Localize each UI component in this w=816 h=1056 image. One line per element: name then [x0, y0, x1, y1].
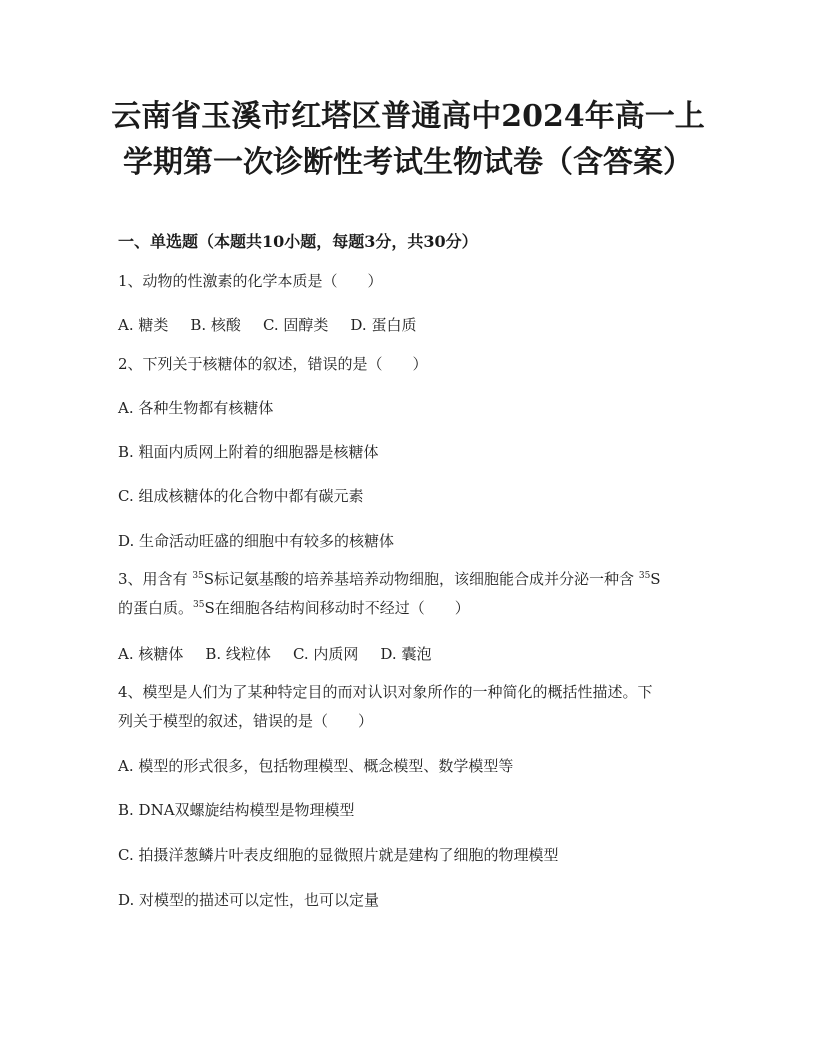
question-2-option-d: D. 生命活动旺盛的细胞中有较多的核糖体 — [118, 532, 395, 550]
question-3-stem-line-2 — [118, 597, 470, 619]
question-4-stem-line-1: 4、模型是人们为了某种特定目的而对认识对象所作的一种简化的概括性描述。下 — [118, 683, 653, 701]
isotope-mass-number: 35 — [192, 571, 204, 581]
section-heading: 一、单选题（本题共10小题，每题3分，共30分） — [118, 232, 478, 251]
question-2-option-c: C. 组成核糖体的化合物中都有碳元素 — [118, 487, 364, 505]
question-4-stem-line-2: 列关于模型的叙述，错误的是（ ） — [118, 712, 374, 730]
question-3-option-c: C. 内质网 — [292, 645, 359, 663]
question-1-option-c: C. 固醇类 — [262, 316, 329, 334]
question-3-option-b: B. 线粒体 — [205, 645, 271, 663]
question-1-options — [118, 314, 416, 336]
question-1-stem: 1、动物的性激素的化学本质是（ ） — [118, 272, 383, 290]
question-3-text-5: S在细胞各结构间移动时不经过（ ） — [204, 599, 470, 617]
document-title-line-2: 学期第一次诊断性考试生物试卷（含答案） — [123, 145, 693, 180]
question-3-options — [118, 643, 431, 665]
isotope-mass-number: 35 — [638, 571, 651, 581]
question-4-option-b: B. DNA双螺旋结构模型是物理模型 — [118, 801, 355, 819]
document-title-line-1: 云南省玉溪市红塔区普通高中2024年高一上 — [111, 99, 705, 134]
question-2-option-b: B. 粗面内质网上附着的细胞器是核糖体 — [118, 443, 379, 461]
question-1-option-a: A. 糖类 — [118, 316, 169, 334]
question-4-option-a: A. 模型的形式很多，包括物理模型、概念模型、数学模型等 — [118, 757, 514, 775]
question-3-text-4: 的蛋白质。 — [118, 599, 194, 617]
question-3-text-1: 3、用含有 — [118, 570, 188, 588]
isotope-mass-number: 35 — [193, 600, 205, 610]
question-2-stem: 2、下列关于核糖体的叙述，错误的是（ ） — [118, 355, 428, 373]
question-3-option-d: D. 囊泡 — [380, 645, 432, 663]
question-1-option-d: D. 蛋白质 — [350, 316, 417, 334]
question-4-option-c: C. 拍摄洋葱鳞片叶表皮细胞的显微照片就是建构了细胞的物理模型 — [118, 846, 559, 864]
question-4-option-d: D. 对模型的描述可以定性，也可以定量 — [118, 891, 380, 909]
question-2-option-a: A. 各种生物都有核糖体 — [118, 399, 274, 417]
question-3-option-a: A. 核糖体 — [118, 645, 184, 663]
question-1-option-b: B. 核酸 — [190, 316, 241, 334]
question-3-text-3: S — [650, 570, 661, 588]
question-3-stem-line-1 — [118, 568, 661, 590]
question-3-text-2: S标记氨基酸的培养基培养动物细胞，该细胞能合成并分泌一种含 — [203, 570, 635, 588]
